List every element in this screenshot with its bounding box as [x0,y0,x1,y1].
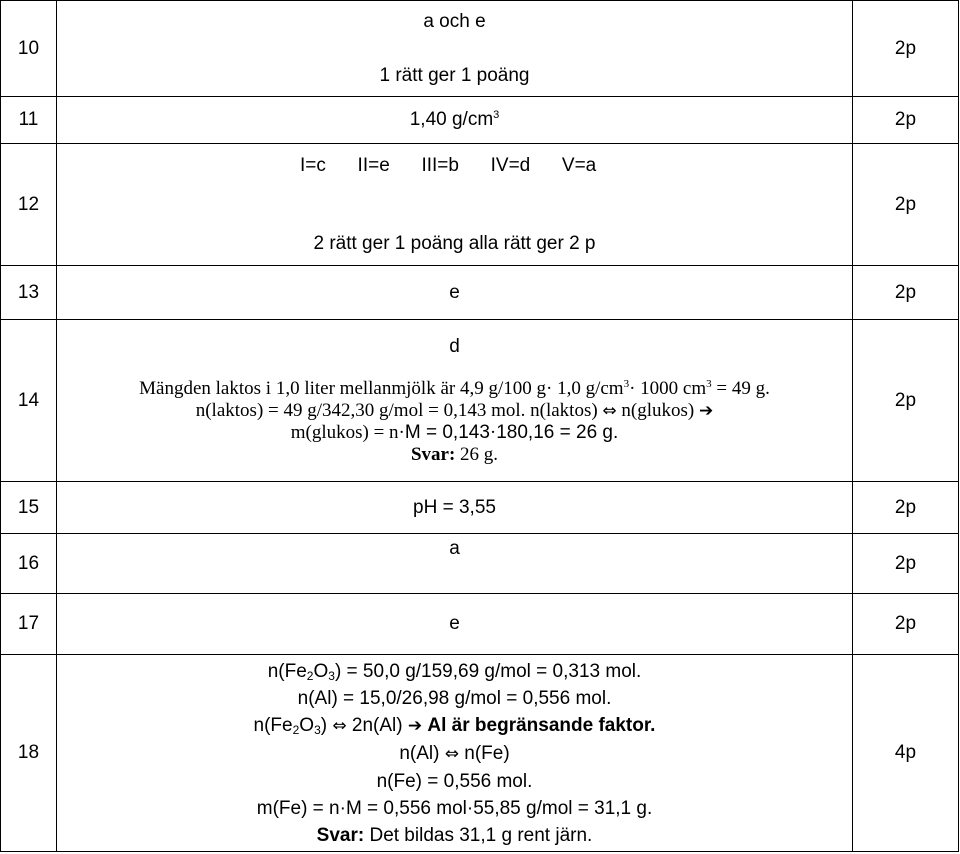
table-row [1,320,959,482]
question-number: 12 [1,144,57,266]
points: 2p [853,1,959,97]
table-row [1,97,959,144]
arrow-right-icon: ➔ [699,400,714,421]
question-number: 13 [1,266,57,320]
equivalence-icon: ⇔ [332,715,347,736]
solution-answer: Svar: Det bildas 31,1 g rent järn. [316,824,593,846]
table-row [1,1,959,97]
scoring-note: 1 rätt ger 1 poäng [379,64,530,86]
question-number: 18 [1,655,57,852]
answer-text: I=c II=e III=b IV=d V=a [300,154,597,176]
answer-text: pH = 3,55 [57,482,853,534]
arrow-right-icon: ➔ [407,715,423,736]
answer-text: e [57,594,853,655]
solution-line: $n(Fe_2O_3)$ ⇔ 2n(Al) ➔ Al är begränsande faktor. [253,714,656,737]
solution-line: n(Fe) = 0,556 mol. [376,770,533,792]
points: 2p [853,594,959,655]
scoring-note: 2 rätt ger 1 poäng alla rätt ger 2 p [313,232,596,254]
solution-answer: Svar: 26 g. [410,443,499,465]
points: 2p [853,320,959,482]
solution-line: m(glukos) = n·M = 0,143·180,16 = 26 g. [290,421,619,443]
table-row [1,655,959,852]
table-row [1,594,959,655]
equivalence-icon: ⇔ [602,400,617,421]
superscript: 3 [493,109,500,121]
table-row [1,534,959,594]
answer-text: a och e [423,10,486,32]
solution-line: n(Al) ⇔ n(Fe) [399,742,510,764]
question-number: 14 [1,320,57,482]
question-number: 16 [1,534,57,594]
table-row [1,144,959,266]
question-number: 17 [1,594,57,655]
points: 2p [853,97,959,144]
solution-line: n(Al) = 15,0/26,98 g/mol = 0,556 mol. [297,687,612,709]
answer-text: a [57,534,853,594]
points: 2p [853,482,959,534]
table-row [1,266,959,320]
solution-line: m(Fe) = n·M = 0,556 mol·55,85 g/mol = 31,1 g. [256,797,653,819]
answer-cell [57,1,853,97]
points: 2p [853,534,959,594]
answer-cell [57,655,853,852]
solution-line: n(laktos) = 49 g/342,30 g/mol = 0,143 mol. n(laktos) ⇔ n(glukos) ➔ [195,399,714,421]
points: 2p [853,266,959,320]
answer-cell [57,97,853,144]
answer-text: d [449,335,460,357]
points: 4p [853,655,959,852]
answer-cell [57,320,853,482]
equivalence-icon: ⇔ [444,743,459,764]
answer-cell [57,144,853,266]
question-number: 10 [1,1,57,97]
answer-text: 1,40 g/cm [409,109,494,130]
points: 2p [853,144,959,266]
solution-line: $n(Fe_2O_3) = 50,0$ g/159,69 g/mol = 0,313 mol. [267,660,642,683]
question-number: 15 [1,482,57,534]
question-number: 11 [1,97,57,144]
solution-line: Mängden laktos i 1,0 liter mellanmjölk är 4,9 g/100 g· 1,0 $g/cm^3\cdot 1000$ $cm^3 = 49$ g. [139,377,770,399]
table-row [1,482,959,534]
answer-text: e [57,266,853,320]
